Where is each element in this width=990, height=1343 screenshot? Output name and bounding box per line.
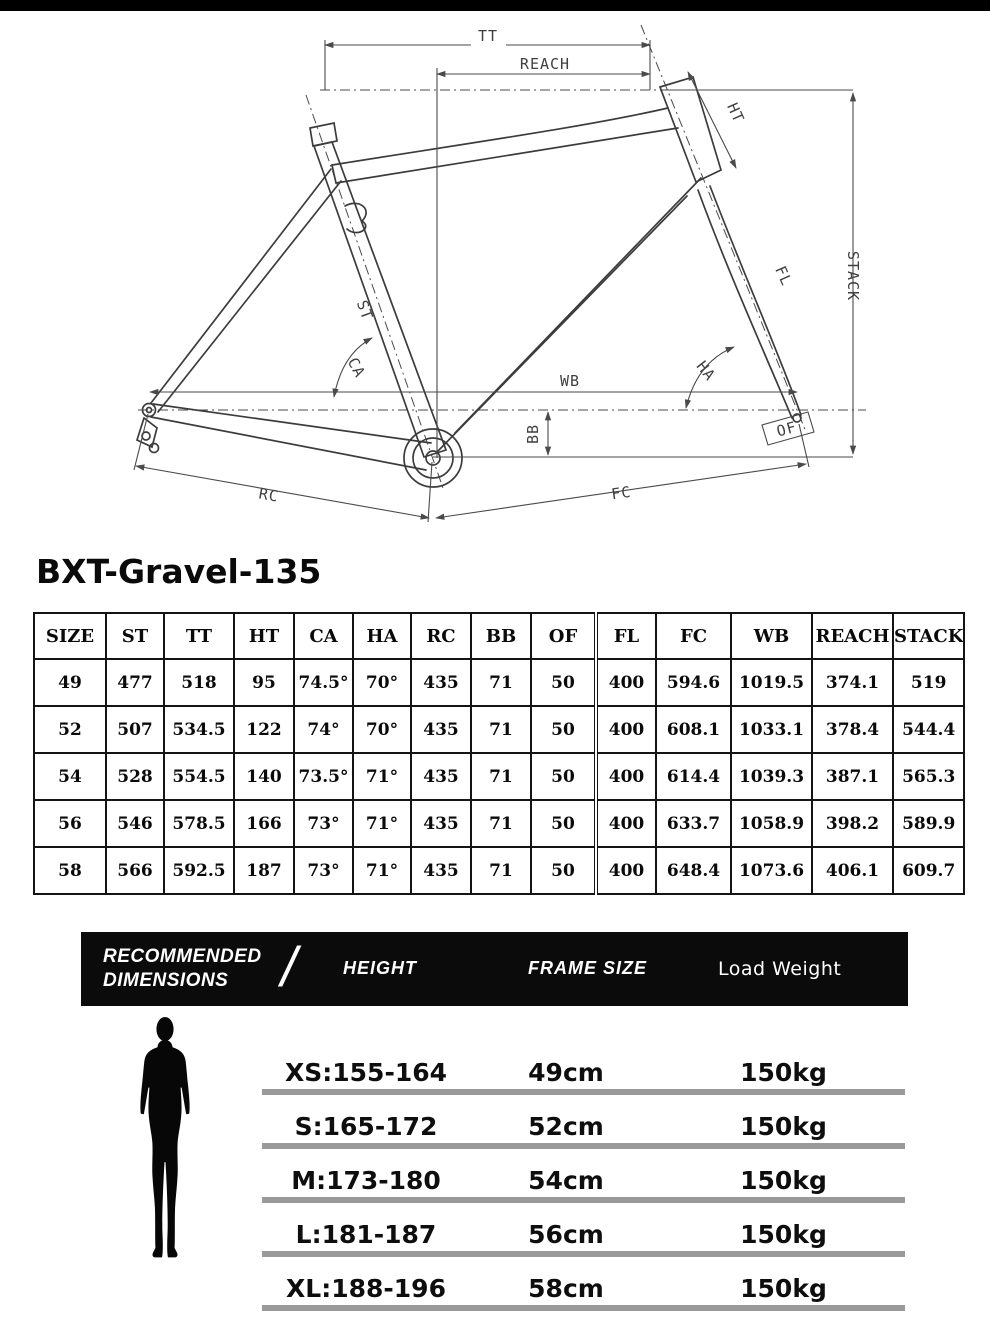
label-reach: REACH (519, 55, 571, 73)
geometry-cell: 398.2 (812, 800, 893, 847)
geometry-cell: 608.1 (656, 706, 731, 753)
col-header-reach: REACH (812, 613, 893, 659)
height-range: XS:155-164 (284, 1058, 448, 1087)
geometry-cell: 400 (596, 800, 656, 847)
geometry-cell: 1073.6 (731, 847, 812, 894)
geometry-cell: 374.1 (812, 659, 893, 706)
geometry-cell: 58 (34, 847, 106, 894)
geometry-cell: 578.5 (164, 800, 234, 847)
geometry-cell: 1033.1 (731, 706, 812, 753)
label-of: OF (774, 417, 799, 441)
geometry-cell: 400 (596, 659, 656, 706)
load-weight: 150kg (740, 1058, 827, 1087)
geometry-cell: 518 (164, 659, 234, 706)
load-weight: 150kg (740, 1112, 827, 1141)
geometry-cell: 633.7 (656, 800, 731, 847)
height-range: XL:188-196 (286, 1274, 446, 1303)
geometry-cell: 566 (106, 847, 164, 894)
geometry-cell: 400 (596, 706, 656, 753)
geometry-cell: 400 (596, 753, 656, 800)
geometry-cell: 56 (34, 800, 106, 847)
geometry-cell: 95 (234, 659, 294, 706)
label-fc: FC (610, 482, 633, 504)
axis-lines (138, 25, 866, 488)
recommended-title-line2: DIMENSIONS (103, 970, 229, 991)
geometry-cell: 477 (106, 659, 164, 706)
geometry-cell: 1058.9 (731, 800, 812, 847)
geometry-cell: 50 (531, 706, 596, 753)
frame-size: 54cm (528, 1166, 604, 1195)
human-silhouette (131, 1016, 199, 1268)
geometry-cell: 122 (234, 706, 294, 753)
height-range: M:173-180 (291, 1166, 441, 1195)
geometry-cell: 71 (471, 847, 531, 894)
geometry-cell: 71° (353, 847, 411, 894)
geometry-cell: 589.9 (893, 800, 964, 847)
col-header-tt: TT (164, 613, 234, 659)
geometry-cell: 71 (471, 800, 531, 847)
geometry-cell: 519 (893, 659, 964, 706)
geometry-cell: 435 (411, 800, 471, 847)
recommended-title-line1: RECOMMENDED (103, 946, 262, 967)
geometry-cell: 74.5° (294, 659, 353, 706)
label-st: ST (352, 297, 377, 323)
geometry-cell: 435 (411, 753, 471, 800)
geometry-cell: 70° (353, 706, 411, 753)
size-row-s (262, 1095, 905, 1149)
geometry-row (34, 659, 964, 706)
geometry-cell: 1019.5 (731, 659, 812, 706)
geometry-cell: 546 (106, 800, 164, 847)
column-header-load-weight: Load Weight (718, 958, 842, 980)
geometry-cell: 378.4 (812, 706, 893, 753)
geometry-cell: 54 (34, 753, 106, 800)
load-weight: 150kg (740, 1220, 827, 1249)
geometry-row (34, 800, 964, 847)
geometry-cell: 554.5 (164, 753, 234, 800)
geometry-cell: 435 (411, 706, 471, 753)
size-row-xs (262, 1041, 905, 1095)
label-bb: BB (524, 423, 542, 445)
geometry-cell: 74° (294, 706, 353, 753)
geometry-cell: 387.1 (812, 753, 893, 800)
col-header-ca: CA (294, 613, 353, 659)
col-header-bb: BB (471, 613, 531, 659)
size-chart (262, 1041, 905, 1311)
load-weight: 150kg (740, 1274, 827, 1303)
col-header-stack: STACK (893, 613, 964, 659)
geometry-cell: 73° (294, 847, 353, 894)
col-header-wb: WB (731, 613, 812, 659)
geometry-cell: 187 (234, 847, 294, 894)
col-header-st: ST (106, 613, 164, 659)
geometry-cell: 71° (353, 800, 411, 847)
label-tt: TT (477, 27, 499, 45)
geometry-cell: 648.4 (656, 847, 731, 894)
column-header-height: HEIGHT (343, 958, 418, 978)
frame-outline (137, 77, 801, 487)
frame-size: 58cm (528, 1274, 604, 1303)
col-header-size: SIZE (34, 613, 106, 659)
geometry-table (33, 612, 965, 895)
height-range: S:165-172 (294, 1112, 438, 1141)
frame-geometry-diagram (0, 0, 990, 545)
size-row-xl (262, 1257, 905, 1311)
col-header-fl: FL (596, 613, 656, 659)
label-ca: CA (343, 354, 370, 381)
geometry-cell: 52 (34, 706, 106, 753)
geometry-cell: 49 (34, 659, 106, 706)
load-weight: 150kg (740, 1166, 827, 1195)
col-header-fc: FC (656, 613, 731, 659)
label-wb: WB (559, 372, 581, 390)
geometry-row (34, 706, 964, 753)
geometry-cell: 565.3 (893, 753, 964, 800)
geometry-cell: 73.5° (294, 753, 353, 800)
geometry-cell: 166 (234, 800, 294, 847)
height-range: L:181-187 (295, 1220, 437, 1249)
geometry-cell: 71 (471, 659, 531, 706)
col-header-rc: RC (411, 613, 471, 659)
geometry-row (34, 847, 964, 894)
geometry-cell: 435 (411, 659, 471, 706)
frame-size: 49cm (528, 1058, 604, 1087)
size-row-l (262, 1203, 905, 1257)
geometry-row (34, 753, 964, 800)
recommended-dimensions-title (103, 945, 262, 993)
label-rc: RC (257, 484, 281, 506)
label-stack: STACK (844, 250, 862, 302)
geometry-cell: 50 (531, 800, 596, 847)
geometry-cell: 544.4 (893, 706, 964, 753)
geometry-cell: 528 (106, 753, 164, 800)
geometry-cell: 71 (471, 706, 531, 753)
geometry-cell: 70° (353, 659, 411, 706)
col-header-ht: HT (234, 613, 294, 659)
geometry-cell: 50 (531, 753, 596, 800)
recommended-dimensions-bar (81, 932, 908, 1006)
label-ht: HT (723, 100, 748, 126)
geometry-cell: 50 (531, 659, 596, 706)
label-ha: HA (692, 357, 720, 385)
frame-size: 56cm (528, 1220, 604, 1249)
page-title: BXT-Gravel-135 (36, 552, 322, 591)
geometry-cell: 50 (531, 847, 596, 894)
col-header-ha: HA (353, 613, 411, 659)
geometry-cell: 507 (106, 706, 164, 753)
column-header-frame-size: FRAME SIZE (528, 958, 648, 978)
geometry-cell: 534.5 (164, 706, 234, 753)
geometry-cell: 71 (471, 753, 531, 800)
geometry-cell: 406.1 (812, 847, 893, 894)
col-header-of: OF (531, 613, 596, 659)
slash-divider: / (281, 935, 297, 998)
geometry-cell: 1039.3 (731, 753, 812, 800)
label-fl: FL (771, 263, 796, 289)
geometry-cell: 73° (294, 800, 353, 847)
geometry-cell: 140 (234, 753, 294, 800)
geometry-cell: 594.6 (656, 659, 731, 706)
geometry-header-row (34, 613, 964, 659)
geometry-cell: 609.7 (893, 847, 964, 894)
dimension-labels (257, 27, 862, 506)
frame-size: 52cm (528, 1112, 604, 1141)
geometry-cell: 614.4 (656, 753, 731, 800)
geometry-cell: 435 (411, 847, 471, 894)
geometry-cell: 400 (596, 847, 656, 894)
size-row-m (262, 1149, 905, 1203)
geometry-cell: 592.5 (164, 847, 234, 894)
geometry-cell: 71° (353, 753, 411, 800)
